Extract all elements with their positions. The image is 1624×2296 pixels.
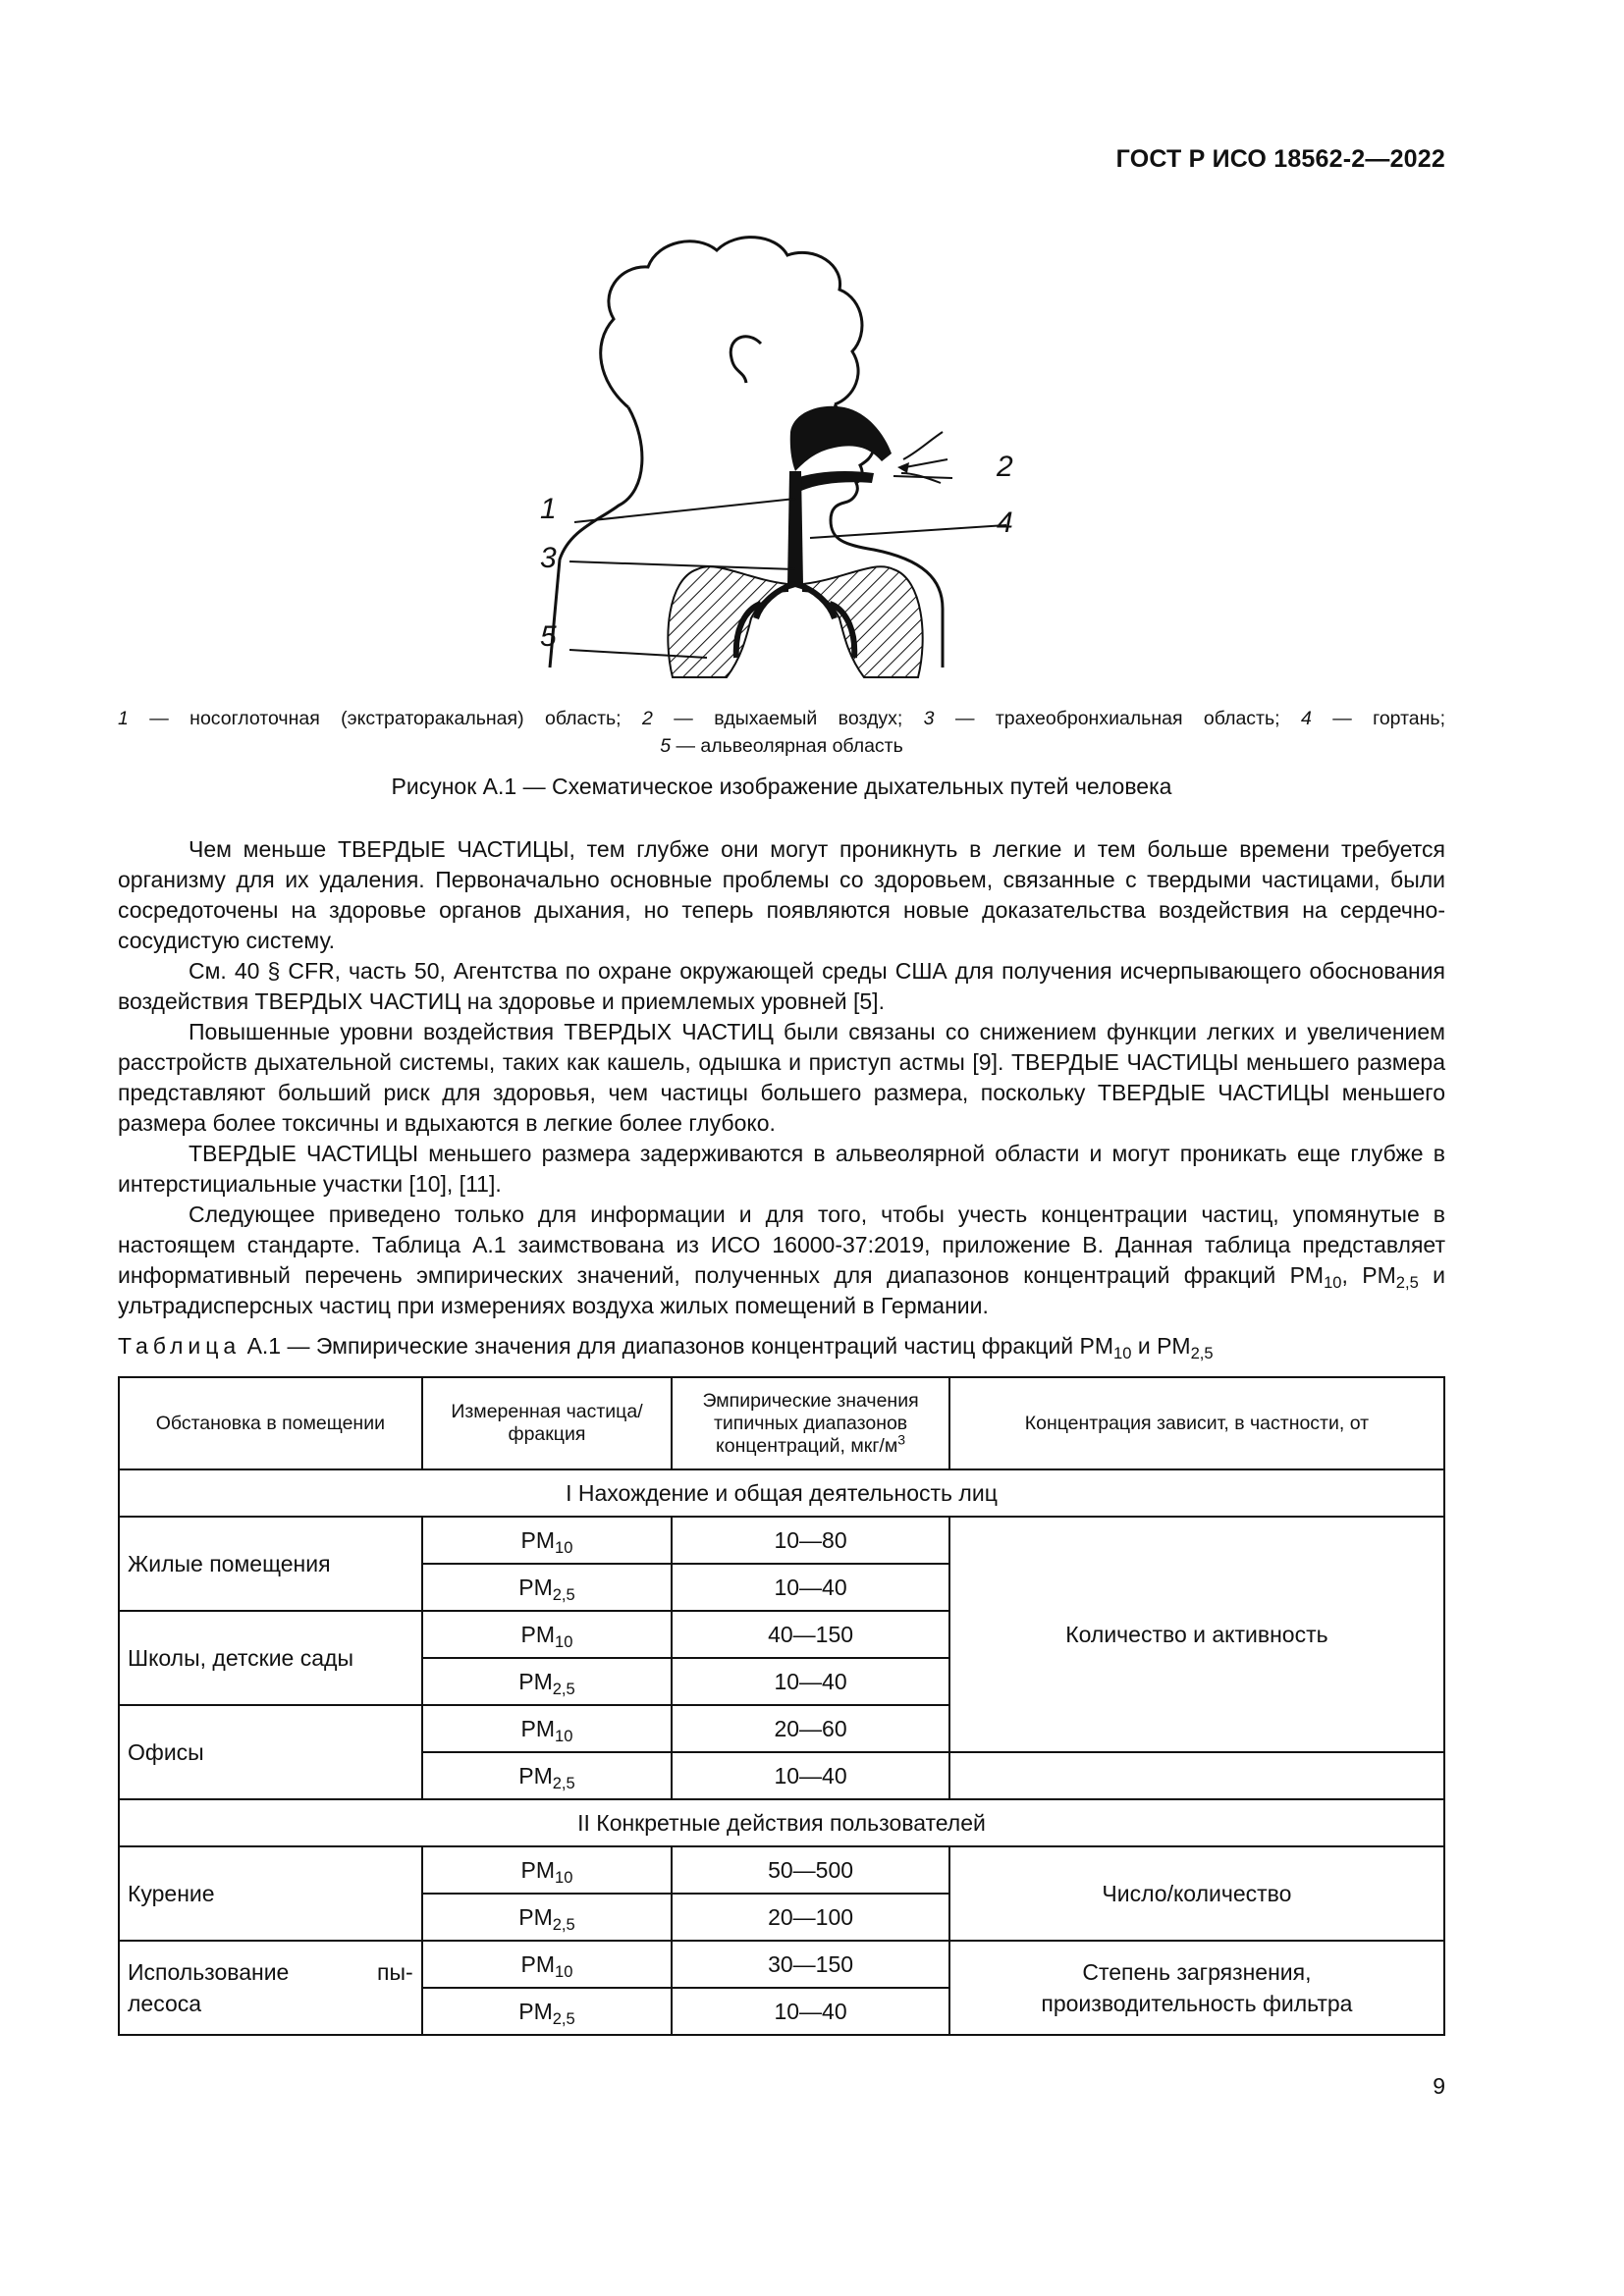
header-setting: Обстановка в помещении — [119, 1377, 422, 1469]
header-fraction: Измеренная частица/ фракция — [422, 1377, 673, 1469]
figure-legend-line2: 5 — альвеолярная область — [660, 735, 903, 757]
paragraph-1: Чем меньше ТВЕРДЫЕ ЧАСТИЦЫ, тем глубже они могут проникнуть в легкие и тем больше времени требуется организму для их удаления. Первоначально основные проблемы со здоровьем, связанные с твердыми частицами, были сосредоточены на здоровье органов дыхания, но теперь появляются новые доказательства воздействия на сердечно-сосудистую систему. — [118, 836, 1445, 953]
table-row: $PM_{2,5}$ 10—40 — [119, 1752, 1444, 1799]
figure-legend-line1: 1 — носоглоточная (экстраторакальная) область; 2 — вдыхаемый воздух; 3 — трахеобронхиальная область; 4 — гортань; — [118, 708, 1445, 729]
header-values: Эмпирические значения типичных диапазонов концентраций, мкг/$м^3$ — [672, 1377, 949, 1469]
table-row: $PM_{2,5}$ 20—100 — [119, 1894, 1444, 1941]
table-row: Офисы $PM_{10}$ 20—60 — [119, 1705, 1444, 1752]
table-title: Таблица А.1 — Эмпирические значения для диапазонов концентраций частиц фракций $PM_{10}$ и $PM_{2,5}$ — [118, 1333, 1214, 1362]
figure-label-5: 5 — [540, 620, 557, 653]
table-row: $PM_{2,5}$ 10—40 — [119, 1658, 1444, 1705]
concentration-table — [118, 1376, 1445, 2036]
table-row: $PM_{2,5}$ 10—40 — [119, 1988, 1444, 2035]
table-row: Жилые помещения $PM_{10}$ 10—80 Количество и активность — [119, 1517, 1444, 1564]
paragraph-2: См. 40 § CFR, часть 50, Агентства по охране окружающей среды США для получения исчерпывающего обоснования воздействия ТВЕРДЫХ ЧАСТИЦ на здоровье и приемлемых уровней [5]. — [118, 958, 1445, 1014]
paragraph-4: ТВЕРДЫЕ ЧАСТИЦЫ меньшего размера задерживаются в альвеолярной области и могут проникать еще глубже в интерстициальные участки [10], [11]. — [118, 1141, 1445, 1197]
figure-caption: Рисунок А.1 — Схематическое изображение дыхательных путей человека — [391, 774, 1172, 799]
oral-cavity — [793, 471, 874, 491]
document-id: ГОСТ Р ИСО 18562-2—2022 — [1115, 145, 1445, 173]
table-row: $PM_{2,5}$ 10—40 — [119, 1564, 1444, 1611]
nasal-cavity — [790, 406, 892, 471]
respiratory-tract-figure — [481, 226, 1090, 687]
figure-label-1: 1 — [540, 493, 557, 525]
body-text — [118, 834, 1445, 1321]
hair-outline — [601, 238, 862, 407]
paragraph-5: Следующее приведено только для информации и для того, чтобы учесть концентрации частиц, упомянутые в настоящем стандарте. Таблица А.1 заимствована из ИСО 16000-37:2019, приложение В. Данная таблица представляет информативный перечень эмпирических значений, полученных для диапазонов концентраций фракций $PM_{10}$, $PM_{2,5}$ и ультрадисперсных частиц при измерениях воздуха жилых помещений в Германии. — [118, 1201, 1445, 1318]
page-number: 9 — [1433, 2073, 1445, 2099]
ear-icon — [731, 337, 761, 383]
neck-back — [550, 407, 642, 667]
lung-right — [803, 566, 923, 677]
figure-label-2: 2 — [997, 451, 1013, 483]
table-section-row: I Нахождение и общая деятельность лиц — [119, 1469, 1444, 1517]
table-header-row — [119, 1377, 1444, 1469]
table-row: Использование пы- лесоса $PM_{10}$ 30—150 Степень загрязнения, производительность фильтра — [119, 1941, 1444, 1988]
paragraph-3: Повышенные уровни воздействия ТВЕРДЫХ ЧАСТИЦ были связаны со снижением функции легких и увеличением расстройств дыхательной системы, таких как кашель, одышка и приступ астмы [9]. ТВЕРДЫЕ ЧАСТИЦЫ меньшего размера представляют больший риск для здоровья, чем частицы большего размера, поскольку ТВЕРДЫЕ ЧАСТИЦЫ меньшего размера более токсичны и вдыхаются в легкие более глубоко. — [118, 1019, 1445, 1136]
inhaled-air-arrow — [901, 432, 947, 483]
table-row: Школы, детские сады $PM_{10}$ 40—150 — [119, 1611, 1444, 1658]
trachea — [787, 471, 803, 584]
table-row: Курение $PM_{10}$ 50—500 Число/количество — [119, 1846, 1444, 1894]
figure-label-4: 4 — [997, 507, 1013, 539]
table-section-row: II Конкретные действия пользователей — [119, 1799, 1444, 1846]
lung-left — [668, 566, 787, 677]
figure-label-3: 3 — [540, 542, 557, 574]
header-depends: Концентрация зависит, в частности, от — [949, 1377, 1444, 1469]
